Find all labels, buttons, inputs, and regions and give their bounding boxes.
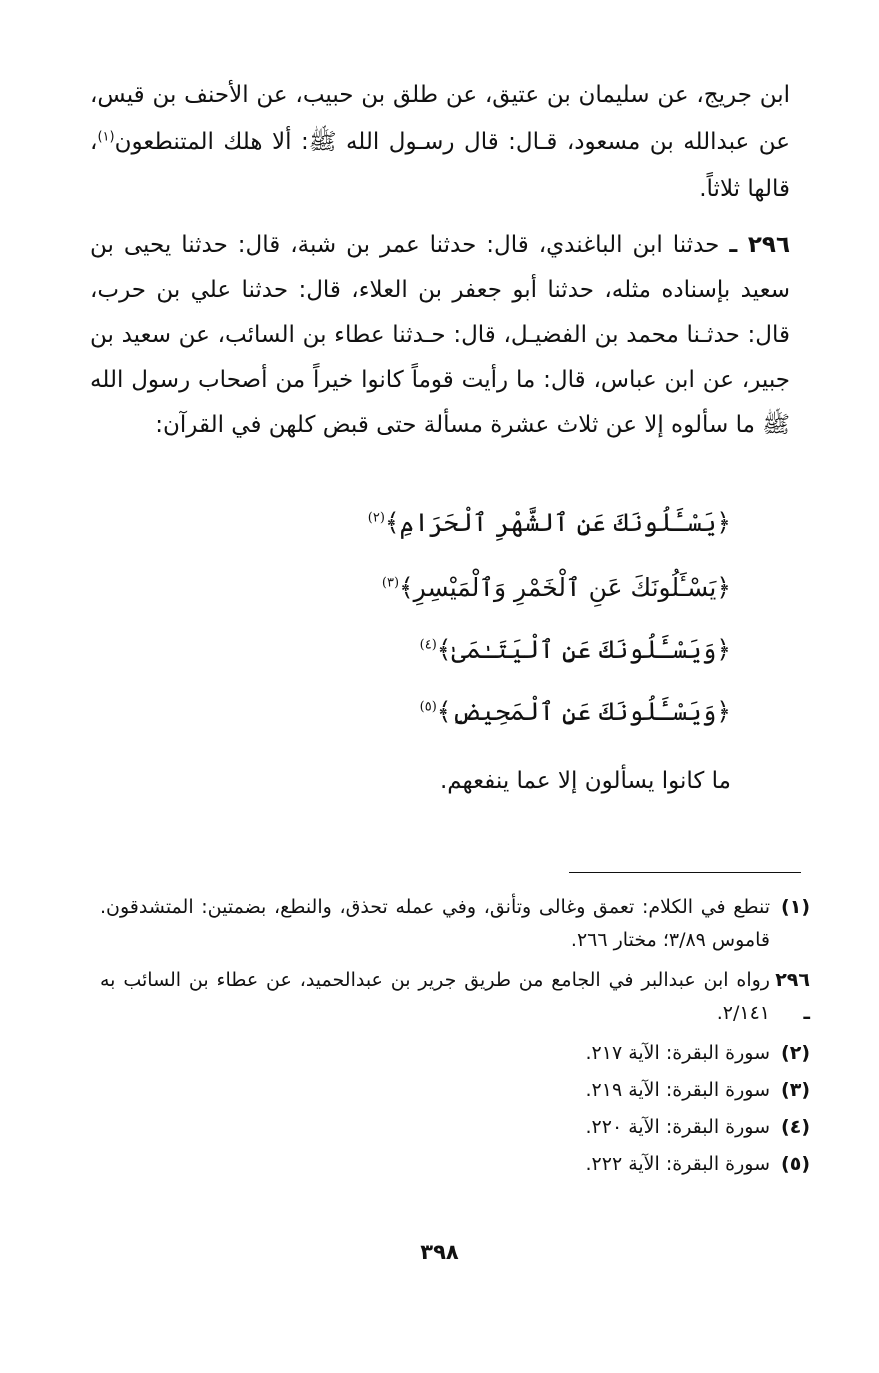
footnote-number: (٣) [781,1079,810,1101]
quran-verse [420,635,731,664]
verse-ref: (٢) [367,510,385,526]
footnote-text: رواه ابن عبدالبر في الجامع من طريق جرير بن عبدالحميد، عن عطاء بن السائب به ٢/١٤١. [100,969,770,1024]
verse-ref: (٤) [419,637,437,653]
footnote-item [100,1074,810,1107]
hadith-number: ٢٩٦ ـ [729,232,790,258]
footnote-divider [569,872,801,873]
footnote-text: سورة البقرة: الآية ٢٢٠. [585,1116,770,1138]
quran-verse [368,508,731,537]
footnote-item [100,1111,810,1144]
closing-line: ما كانوا يسألون إلا عما ينفعهم. [439,768,731,794]
footnote-number: (٢) [781,1042,810,1064]
verse-text: ﴿وَيَسْـَٔلُونَكَ عَنِ ٱلْمَحِيضِ﴾ [436,697,731,726]
footnote-number: (٥) [781,1153,810,1175]
verse-text: ﴿يَسْـَٔلُونَكَ عَنِ ٱلْخَمْرِ وَٱلْمَيْسِرِ﴾ [399,573,731,602]
footnotes [100,891,810,1185]
verse-ref: (٣) [381,575,400,591]
hadith-paragraph [90,223,790,448]
verse-text: ﴿وَيَسْـَٔلُونَكَ عَنِ ٱلْيَتَـٰمَىٰ﴾ [436,635,731,664]
footnote-item [100,1037,810,1070]
footnote-item [100,891,810,957]
footnote-number: (٤) [781,1116,810,1138]
quran-verse [382,573,731,602]
opening-text: ابن جريج، عن سليمان بن عتيق، عن طلق بن حبيب، عن الأحنف بن قيس، عن عبدالله بن مسعود، قـال: قال رسـول الله ﷺ: ألا هلك المتنطعون [90,82,790,155]
page-number: ٣٩٨ [420,1240,459,1264]
quran-verse [420,697,731,726]
footnote-text: سورة البقرة: الآية ٢١٧. [585,1042,770,1064]
footnote-text: سورة البقرة: الآية ٢٢٢. [585,1153,770,1175]
footnote-text: سورة البقرة: الآية ٢١٩. [585,1079,770,1101]
footnote-item [100,1148,810,1181]
verse-ref: (٥) [419,699,437,715]
footnote-item [100,964,810,1030]
footnote-ref-1: (١) [97,129,115,145]
hadith-text: حدثنا ابن الباغندي، قال: حدثنا عمر بن شبة، قال: حدثنا يحيى بن سعيد بإسناده مثله، حدثنا أبو جعفر بن العلاء، قال: حدثنا علي بن حرب، قال: حدثـنا محمد بن الفضيـل، قال: حـدثنا عطاء بن السائب، عن سعيد بن جبير، عن ابن عباس، قال: ما رأيت قوماً كانوا خيراً من أصحاب رسول الله ﷺ ما سألوه إلا عن ثلاث عشرة مسألة حتى قبض كلهن في القرآن: [90,232,790,438]
opening-paragraph [90,72,790,213]
verse-text: ﴿يَسْـَٔلُونَكَ عَنِ ٱلشَّهْرِ ٱلْحَرَامِ﴾ [384,508,731,537]
footnote-number: ٢٩٦ ـ [775,969,810,1024]
footnote-number: (١) [781,896,810,918]
footnote-text: تنطع في الكلام: تعمق وغالى وتأنق، وفي عمله تحذق، والنطع، بضمتين: المتشدقون. قاموس ٣/٨٩؛ مختار ٢٦٦. [100,896,770,951]
opening-tail: ، قالها ثلاثاً. [90,129,790,202]
